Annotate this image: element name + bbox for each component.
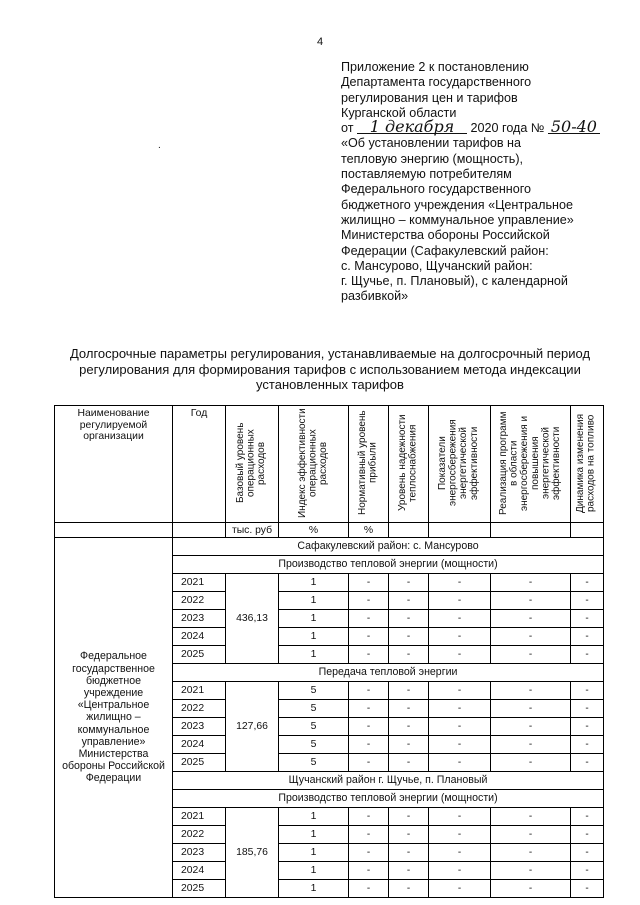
base-level-cell: 127,66 (226, 682, 279, 772)
fuel-cell: - (571, 880, 604, 898)
energy-eff-cell: - (429, 880, 491, 898)
year-cell: 2024 (173, 862, 226, 880)
order-prefix: от (341, 121, 354, 136)
programs-cell: - (491, 592, 571, 610)
year-cell: 2023 (173, 718, 226, 736)
units-empty (491, 523, 571, 538)
table-title (40, 346, 620, 393)
energy-eff-cell: - (429, 592, 491, 610)
reliability-cell: - (389, 880, 429, 898)
header-org: Наименование регулируемой организации (55, 406, 173, 523)
reliability-cell: - (389, 628, 429, 646)
header-programs: Реализация программ в области энергосбережения и повышения энергетической эффективности (491, 406, 571, 523)
programs-cell: - (491, 826, 571, 844)
profit-cell: - (349, 700, 389, 718)
header-line: Курганской области (341, 105, 457, 120)
units-empty (429, 523, 491, 538)
reliability-cell: - (389, 592, 429, 610)
unit-base: тыс. руб (226, 523, 279, 538)
subject-line: бюджетного учреждения «Центральное (341, 197, 574, 212)
index-cell: 1 (279, 592, 349, 610)
programs-cell: - (491, 736, 571, 754)
reliability-cell: - (389, 610, 429, 628)
order-year: 2020 года № (470, 121, 545, 136)
energy-eff-cell: - (429, 682, 491, 700)
index-cell: 1 (279, 826, 349, 844)
header-line: Приложение 2 к постановлению (341, 60, 529, 74)
programs-cell: - (491, 880, 571, 898)
programs-cell: - (491, 754, 571, 772)
index-cell: 5 (279, 754, 349, 772)
header-line: регулирования цен и тарифов (341, 90, 518, 105)
fuel-cell: - (571, 700, 604, 718)
subject-line: Федерального государственного (341, 182, 532, 197)
profit-cell: - (349, 610, 389, 628)
header-base: Базовый уровень операционных расходов (226, 406, 279, 523)
handwritten-date: 1 декабря (357, 121, 467, 134)
energy-eff-cell: - (429, 736, 491, 754)
header-profit: Нормативный уровень прибыли (349, 406, 389, 523)
index-cell: 1 (279, 574, 349, 592)
unit-index: % (279, 523, 349, 538)
subject-line: тепловую энергию (мощность), (341, 151, 524, 166)
index-cell: 1 (279, 646, 349, 664)
profit-cell: - (349, 646, 389, 664)
reliability-cell: - (389, 682, 429, 700)
subject-line: разбивкой» (341, 289, 409, 304)
fuel-cell: - (571, 592, 604, 610)
profit-cell: - (349, 592, 389, 610)
fuel-cell: - (571, 862, 604, 880)
energy-eff-cell: - (429, 628, 491, 646)
profit-cell: - (349, 826, 389, 844)
parameters-table (54, 405, 604, 898)
profit-cell: - (349, 808, 389, 826)
fuel-cell: - (571, 718, 604, 736)
activity-label: Производство тепловой энергии (мощности) (173, 556, 604, 574)
energy-eff-cell: - (429, 718, 491, 736)
fuel-cell: - (571, 808, 604, 826)
year-cell: 2025 (173, 880, 226, 898)
energy-eff-cell: - (429, 700, 491, 718)
energy-eff-cell: - (429, 574, 491, 592)
header-index: Индекс эффективности операционных расходов (279, 406, 349, 523)
header-year: Год (173, 406, 226, 523)
year-cell: 2022 (173, 826, 226, 844)
units-empty (389, 523, 429, 538)
year-cell: 2022 (173, 592, 226, 610)
fuel-cell: - (571, 754, 604, 772)
fuel-cell: - (571, 628, 604, 646)
year-cell: 2023 (173, 610, 226, 628)
subject-line: с. Мансурово, Щучанский район: (341, 258, 533, 273)
page-number: 4 (316, 36, 324, 48)
units-empty (571, 523, 604, 538)
profit-cell: - (349, 682, 389, 700)
activity-label: Передача тепловой энергии (173, 664, 604, 682)
header-fuel: Динамика изменения расходов на топливо (571, 406, 604, 523)
programs-cell: - (491, 628, 571, 646)
year-cell: 2025 (173, 754, 226, 772)
header-line: Департамента государственного (341, 75, 532, 90)
index-cell: 5 (279, 682, 349, 700)
subject-line: Министерства обороны Российской (341, 228, 550, 243)
index-cell: 5 (279, 718, 349, 736)
reliability-cell: - (389, 862, 429, 880)
year-cell: 2021 (173, 574, 226, 592)
index-cell: 1 (279, 862, 349, 880)
energy-eff-cell: - (429, 808, 491, 826)
year-cell: 2021 (173, 808, 226, 826)
profit-cell: - (349, 574, 389, 592)
fuel-cell: - (571, 736, 604, 754)
profit-cell: - (349, 862, 389, 880)
reliability-cell: - (389, 646, 429, 664)
energy-eff-cell: - (429, 844, 491, 862)
energy-eff-cell: - (429, 610, 491, 628)
subject-line: г. Щучье, п. Плановый), с календарной (341, 274, 568, 289)
reliability-cell: - (389, 808, 429, 826)
header-energy-eff: Показатели энергосбережения энергетической эффективности (429, 406, 491, 523)
stray-dot: . (158, 140, 161, 151)
units-empty (173, 523, 226, 538)
index-cell: 1 (279, 844, 349, 862)
header-reliability: Уровень надежности теплоснабжения (389, 406, 429, 523)
profit-cell: - (349, 880, 389, 898)
reliability-cell: - (389, 826, 429, 844)
reliability-cell: - (389, 844, 429, 862)
units-row (55, 523, 604, 538)
organization-name: Федеральное государственное бюджетное учреждение «Центральное жилищно – коммунальное управление» Министерства обороны Российской Федерации (55, 538, 173, 898)
subject-line: «Об установлении тарифов на (341, 136, 522, 151)
district-label: Сафакулевский район: с. Мансурово (173, 538, 604, 556)
table-header-row (55, 406, 604, 523)
year-cell: 2021 (173, 682, 226, 700)
reliability-cell: - (389, 718, 429, 736)
programs-cell: - (491, 574, 571, 592)
title-line: регулирования для формирования тарифов с использованием метода индексации (79, 361, 581, 377)
year-cell: 2024 (173, 628, 226, 646)
programs-cell: - (491, 718, 571, 736)
programs-cell: - (491, 646, 571, 664)
profit-cell: - (349, 844, 389, 862)
profit-cell: - (349, 718, 389, 736)
programs-cell: - (491, 610, 571, 628)
index-cell: 1 (279, 808, 349, 826)
appendix-header (341, 60, 631, 305)
programs-cell: - (491, 862, 571, 880)
activity-label: Производство тепловой энергии (мощности) (173, 790, 604, 808)
profit-cell: - (349, 754, 389, 772)
fuel-cell: - (571, 682, 604, 700)
fuel-cell: - (571, 574, 604, 592)
index-cell: 5 (279, 700, 349, 718)
programs-cell: - (491, 844, 571, 862)
order-subject (341, 136, 631, 304)
profit-cell: - (349, 628, 389, 646)
district-row (55, 538, 604, 556)
profit-cell: - (349, 736, 389, 754)
reliability-cell: - (389, 754, 429, 772)
handwritten-number: 50-40 (548, 121, 600, 134)
fuel-cell: - (571, 826, 604, 844)
subject-line: жилищно – коммунальное управление» (341, 212, 574, 227)
year-cell: 2023 (173, 844, 226, 862)
order-line (341, 117, 631, 137)
index-cell: 1 (279, 610, 349, 628)
subject-line: поставляемую потребителям (341, 167, 512, 182)
programs-cell: - (491, 700, 571, 718)
fuel-cell: - (571, 844, 604, 862)
energy-eff-cell: - (429, 646, 491, 664)
reliability-cell: - (389, 700, 429, 718)
base-level-cell: 436,13 (226, 574, 279, 664)
year-cell: 2022 (173, 700, 226, 718)
fuel-cell: - (571, 610, 604, 628)
title-line: установленных тарифов (256, 377, 404, 392)
year-cell: 2025 (173, 646, 226, 664)
reliability-cell: - (389, 736, 429, 754)
fuel-cell: - (571, 646, 604, 664)
programs-cell: - (491, 682, 571, 700)
base-level-cell: 185,76 (226, 808, 279, 898)
energy-eff-cell: - (429, 826, 491, 844)
programs-cell: - (491, 808, 571, 826)
index-cell: 1 (279, 628, 349, 646)
energy-eff-cell: - (429, 862, 491, 880)
district-label: Щучанский район г. Щучье, п. Плановый (173, 772, 604, 790)
unit-profit: % (349, 523, 389, 538)
energy-eff-cell: - (429, 754, 491, 772)
title-line: Долгосрочные параметры регулирования, устанавливаемые на долгосрочный период (69, 346, 591, 361)
year-cell: 2024 (173, 736, 226, 754)
reliability-cell: - (389, 574, 429, 592)
index-cell: 5 (279, 736, 349, 754)
index-cell: 1 (279, 880, 349, 898)
subject-line: Федерации (Сафакулевский район: (341, 243, 549, 258)
units-empty (55, 523, 173, 538)
